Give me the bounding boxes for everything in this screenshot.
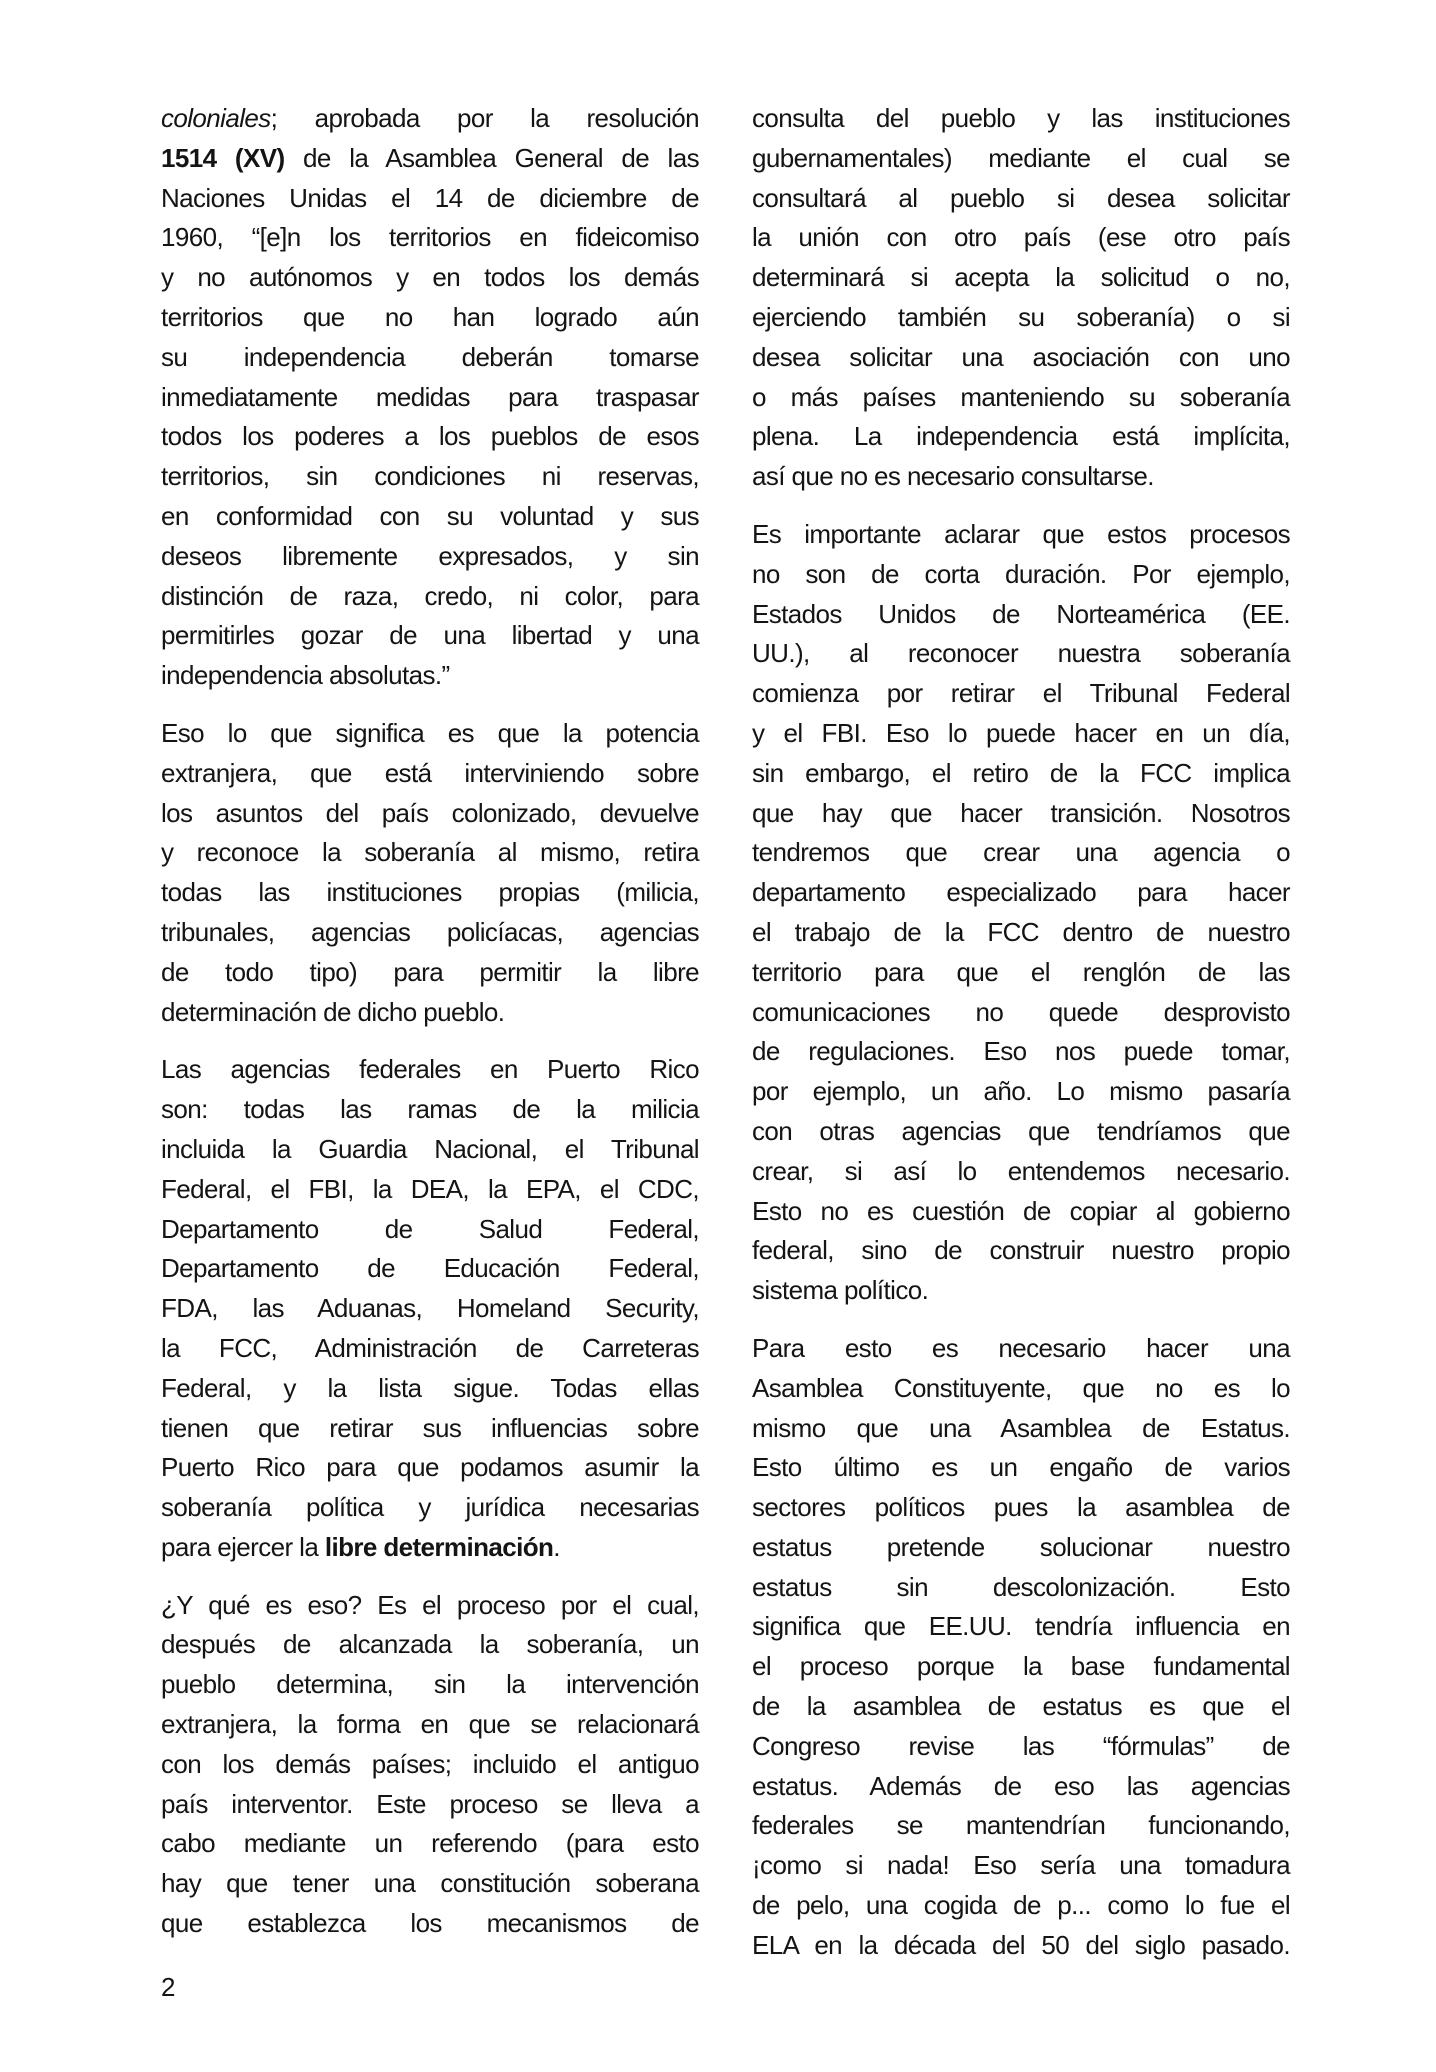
text-line: 1960, “[e]n los territorios en fideicomiso	[161, 222, 699, 253]
text-line: de regulaciones. Eso nos puede tomar,	[752, 1036, 1290, 1067]
paragraph-federal-agencies	[161, 1050, 699, 1567]
text-line: su independencia deberán tomarse	[161, 341, 699, 372]
text-line: estatus pretende solucionar nuestro	[752, 1531, 1290, 1562]
text-line: tribunales, agencias policíacas, agencias	[161, 916, 699, 947]
text-line: territorios, sin condiciones ni reservas,	[161, 461, 699, 492]
bold-text: libre determinación	[324, 1531, 554, 1562]
text-line: consulta del pueblo y las instituciones	[752, 103, 1290, 133]
text-line: Para esto es necesario hacer una	[752, 1332, 1290, 1363]
text-line: extranjera, que está interviniendo sobre	[161, 757, 699, 788]
text-line: Departamento de Salud Federal,	[161, 1213, 699, 1244]
text-line: de pelo, una cogida de p... como lo fue el	[752, 1890, 1290, 1921]
text-line: y reconoce la soberanía al mismo, retira	[161, 837, 699, 868]
text-line: Esto no es cuestión de copiar al gobierno	[752, 1195, 1290, 1226]
text-line: con otras agencias que tendríamos que	[752, 1115, 1290, 1146]
text-line: plena. La independencia está implícita,	[752, 421, 1290, 452]
text-line: comienza por retirar el Tribunal Federal	[752, 678, 1290, 709]
text-line: determinación de dicho pueblo.	[161, 996, 505, 1027]
text-line: tienen que retirar sus influencias sobre	[161, 1412, 699, 1443]
paragraph-resolution-quote	[161, 99, 699, 696]
text-line: coloniales; aprobada por la resolución	[161, 103, 699, 133]
text-line: todas las instituciones propias (milicia,	[161, 877, 699, 908]
text-line: federal, sino de construir nuestro propio	[752, 1235, 1290, 1266]
text-line: significa que EE.UU. tendría influencia en	[752, 1611, 1290, 1642]
text-line: soberanía política y jurídica necesarias	[161, 1492, 699, 1523]
text-line: Asamblea Constituyente, que no es lo	[752, 1372, 1290, 1403]
text-line: Federal, y la lista sigue. Todas ellas	[161, 1372, 699, 1403]
text-line: de todo tipo) para permitir la libre	[161, 956, 699, 987]
text-line: con los demás países; incluido el antiguo	[161, 1748, 699, 1779]
text-line: inmediatamente medidas para traspasar	[161, 381, 699, 412]
text-line: la unión con otro país (ese otro país	[752, 222, 1290, 253]
text-line: Eso lo que significa es que la potencia	[161, 717, 699, 748]
text-line: departamento especializado para hacer	[752, 877, 1290, 908]
text-line: estatus sin descolonización. Esto	[752, 1571, 1290, 1602]
text-line: federales se mantendrían funcionando,	[752, 1810, 1290, 1841]
text-line: el proceso porque la base fundamental	[752, 1651, 1290, 1682]
text-line: comunicaciones no quede desprovisto	[752, 996, 1290, 1027]
text-line: deseos libremente expresados, y sin	[161, 540, 699, 571]
text-line: de la asamblea de estatus es que el	[752, 1691, 1290, 1722]
text-line: estatus. Además de eso las agencias	[752, 1770, 1290, 1801]
text-line: distinción de raza, credo, ni color, para	[161, 580, 699, 611]
text-line: ejerciendo también su soberanía) o si	[752, 301, 1290, 332]
text-line: todos los poderes a los pueblos de esos	[161, 421, 699, 452]
text-line: Federal, el FBI, la DEA, la EPA, el CDC,	[161, 1173, 699, 1204]
text-line: determinará si acepta la solicitud o no,	[752, 262, 1290, 293]
text-line: FDA, las Aduanas, Homeland Security,	[161, 1293, 699, 1324]
italic-text: coloniales	[161, 103, 271, 133]
text-line: que establezca los mecanismos de	[161, 1908, 699, 1939]
paragraph-consultation	[752, 99, 1290, 497]
text-line: Puerto Rico para que podamos asumir la	[161, 1452, 699, 1483]
text-line: cabo mediante un referendo (para esto	[161, 1828, 699, 1859]
text-line: la FCC, Administración de Carreteras	[161, 1332, 699, 1363]
text-line: Es importante aclarar que estos procesos	[752, 518, 1290, 549]
bold-text: 1514 (XV)	[161, 142, 285, 173]
text-line: crear, si así lo entendemos necesario.	[752, 1155, 1290, 1186]
text-line: pueblo determina, sin la intervención	[161, 1669, 699, 1700]
text-line: así que no es necesario consultarse.	[752, 461, 1154, 492]
text-line: país interventor. Este proceso se lleva a	[161, 1788, 699, 1819]
text-line: que hay que hacer transición. Nosotros	[752, 797, 1290, 828]
text-line: 1514 (XV) de la Asamblea General de las	[161, 142, 699, 173]
text-line: el trabajo de la FCC dentro de nuestro	[752, 916, 1290, 947]
text-line: incluida la Guardia Nacional, el Tribunal	[161, 1133, 699, 1164]
text-line: o más países manteniendo su soberanía	[752, 381, 1290, 412]
paragraph-what-is-it	[161, 1586, 699, 1944]
text-line: hay que tener una constitución soberana	[161, 1868, 699, 1899]
text-line: los asuntos del país colonizado, devuelve	[161, 797, 699, 828]
text-line: ¿Y qué es eso? Es el proceso por el cual,	[161, 1589, 699, 1620]
text-line: territorio para que el renglón de las	[752, 956, 1290, 987]
text-line: son: todas las ramas de la milicia	[161, 1094, 699, 1125]
text-line: Naciones Unidas el 14 de diciembre de	[161, 182, 699, 213]
text-line: Las agencias federales en Puerto Rico	[161, 1054, 699, 1085]
text-line: consultará al pueblo si desea solicitar	[752, 182, 1290, 213]
paragraph-duration	[752, 515, 1290, 1311]
page-number: 2	[161, 1972, 176, 2002]
text-line: sectores políticos pues la asamblea de	[752, 1492, 1290, 1523]
text-line: ¡como si nada! Eso sería una tomadura	[752, 1850, 1290, 1881]
left-column	[161, 99, 699, 1962]
text-line: Estados Unidos de Norteamérica (EE.	[752, 598, 1290, 629]
text-line: y no autónomos y en todos los demás	[161, 262, 699, 293]
text-line: desea solicitar una asociación con uno	[752, 341, 1290, 372]
text-line: sin embargo, el retiro de la FCC implica	[752, 757, 1290, 788]
text-line: Esto último es un engaño de varios	[752, 1452, 1290, 1483]
text-line: y el FBI. Eso lo puede hacer en un día,	[752, 717, 1290, 748]
text-line: en conformidad con su voluntad y sus	[161, 500, 699, 531]
text-line: independencia absolutas.”	[161, 660, 450, 691]
text-line: mismo que una Asamblea de Estatus.	[752, 1412, 1290, 1443]
text-line: por ejemplo, un año. Lo mismo pasaría	[752, 1076, 1290, 1107]
text-line: Congreso revise las “fórmulas” de	[752, 1730, 1290, 1761]
text-line: UU.), al reconocer nuestra soberanía	[752, 638, 1290, 669]
text-line: sistema político.	[752, 1275, 929, 1306]
text-line: no son de corta duración. Por ejemplo,	[752, 558, 1290, 589]
text-line: después de alcanzada la soberanía, un	[161, 1629, 699, 1660]
text-line: para ejercer la libre determinación.	[161, 1531, 560, 1562]
text-line: ELA en la década del 50 del siglo pasado.	[752, 1929, 1290, 1960]
paragraph-meaning	[161, 714, 699, 1032]
paragraph-constituent-assembly	[752, 1329, 1290, 1966]
right-column	[752, 99, 1290, 1984]
text-line: permitirles gozar de una libertad y una	[161, 620, 699, 651]
text-line: territorios que no han logrado aún	[161, 301, 699, 332]
text-line: tendremos que crear una agencia o	[752, 837, 1290, 868]
text-line: extranjera, la forma en que se relacionará	[161, 1709, 699, 1740]
text-line: Departamento de Educación Federal,	[161, 1253, 699, 1284]
text-line: gubernamentales) mediante el cual se	[752, 142, 1290, 173]
